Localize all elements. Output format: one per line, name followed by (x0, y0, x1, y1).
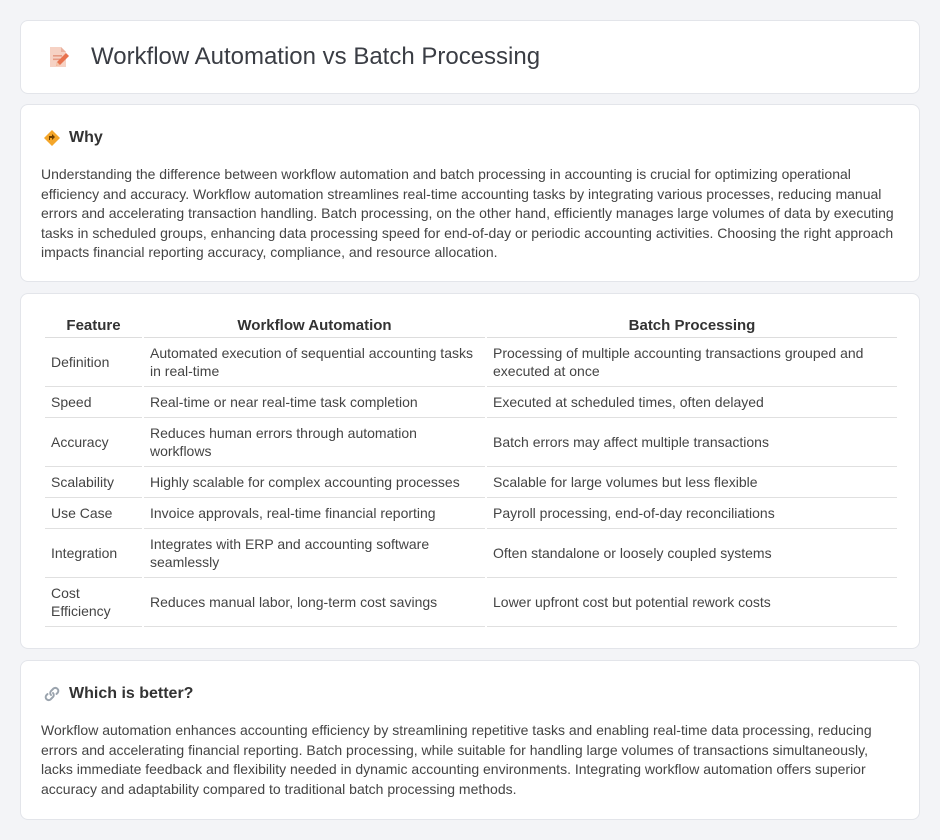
table-row (45, 498, 897, 529)
feature-cell: Accuracy (45, 418, 142, 467)
table-header-row (45, 314, 897, 338)
batch-cell: Payroll processing, end-of-day reconciliations (487, 498, 897, 529)
batch-cell: Scalable for large volumes but less flexible (487, 467, 897, 498)
page-title: Workflow Automation vs Batch Processing (91, 43, 541, 70)
document-pencil-icon (45, 44, 71, 70)
table-row (45, 387, 897, 418)
batch-cell: Often standalone or loosely coupled systems (487, 529, 897, 578)
workflow-cell: Reduces human errors through automation workflows (144, 418, 485, 467)
workflow-cell: Integrates with ERP and accounting software seamlessly (144, 529, 485, 578)
why-heading: Why (69, 129, 103, 146)
feature-cell: Use Case (45, 498, 142, 529)
which-better-heading: Which is better? (69, 685, 194, 702)
table-row (45, 338, 897, 387)
header-feature: Feature (45, 314, 142, 338)
which-better-text: Workflow automation enhances accounting efficiency by streamlining repetitive tasks and enabling real-time data processing, reducing errors and accelerating financial reporting. Batch processing, while suitable for handling large volumes of transactions simultaneously, lacks immediate feedback and flexibility needed in dynamic accounting environments. Integrating workflow automation offers superior accuracy and adaptability compared to traditional batch processing methods. (41, 722, 872, 797)
why-section (20, 104, 920, 282)
workflow-cell: Reduces manual labor, long-term cost savings (144, 578, 485, 627)
feature-cell: Scalability (45, 467, 142, 498)
title-card (20, 20, 920, 94)
header-batch-processing: Batch Processing (487, 314, 897, 338)
feature-cell: Speed (45, 387, 142, 418)
workflow-cell: Automated execution of sequential accounting tasks in real-time (144, 338, 485, 387)
comparison-table (43, 314, 899, 627)
table-row (45, 529, 897, 578)
batch-cell: Batch errors may affect multiple transactions (487, 418, 897, 467)
table-row (45, 467, 897, 498)
batch-cell: Executed at scheduled times, often delayed (487, 387, 897, 418)
workflow-cell: Highly scalable for complex accounting processes (144, 467, 485, 498)
feature-cell: Integration (45, 529, 142, 578)
which-better-section (20, 660, 920, 820)
diamond-signs-icon (43, 129, 61, 147)
why-text: Understanding the difference between workflow automation and batch processing in accounting is crucial for optimizing operational efficiency and accuracy. Workflow automation streamlines real-time accounting tasks by integrating various processes, reducing manual errors and accelerating transaction handling. Batch processing, on the other hand, efficiently manages large volumes of data by executing tasks in scheduled groups, enhancing data processing speed for end-of-day or periodic accounting activities. Choosing the right approach impacts financial reporting accuracy, compliance, and resource allocation. (41, 166, 894, 260)
feature-cell: Definition (45, 338, 142, 387)
comparison-card (20, 293, 920, 649)
header-workflow-automation: Workflow Automation (144, 314, 485, 338)
feature-cell: Cost Efficiency (45, 578, 142, 627)
workflow-cell: Invoice approvals, real-time financial reporting (144, 498, 485, 529)
batch-cell: Lower upfront cost but potential rework costs (487, 578, 897, 627)
link-icon (43, 685, 61, 703)
workflow-cell: Real-time or near real-time task completion (144, 387, 485, 418)
table-row (45, 578, 897, 627)
table-row (45, 418, 897, 467)
batch-cell: Processing of multiple accounting transactions grouped and executed at once (487, 338, 897, 387)
